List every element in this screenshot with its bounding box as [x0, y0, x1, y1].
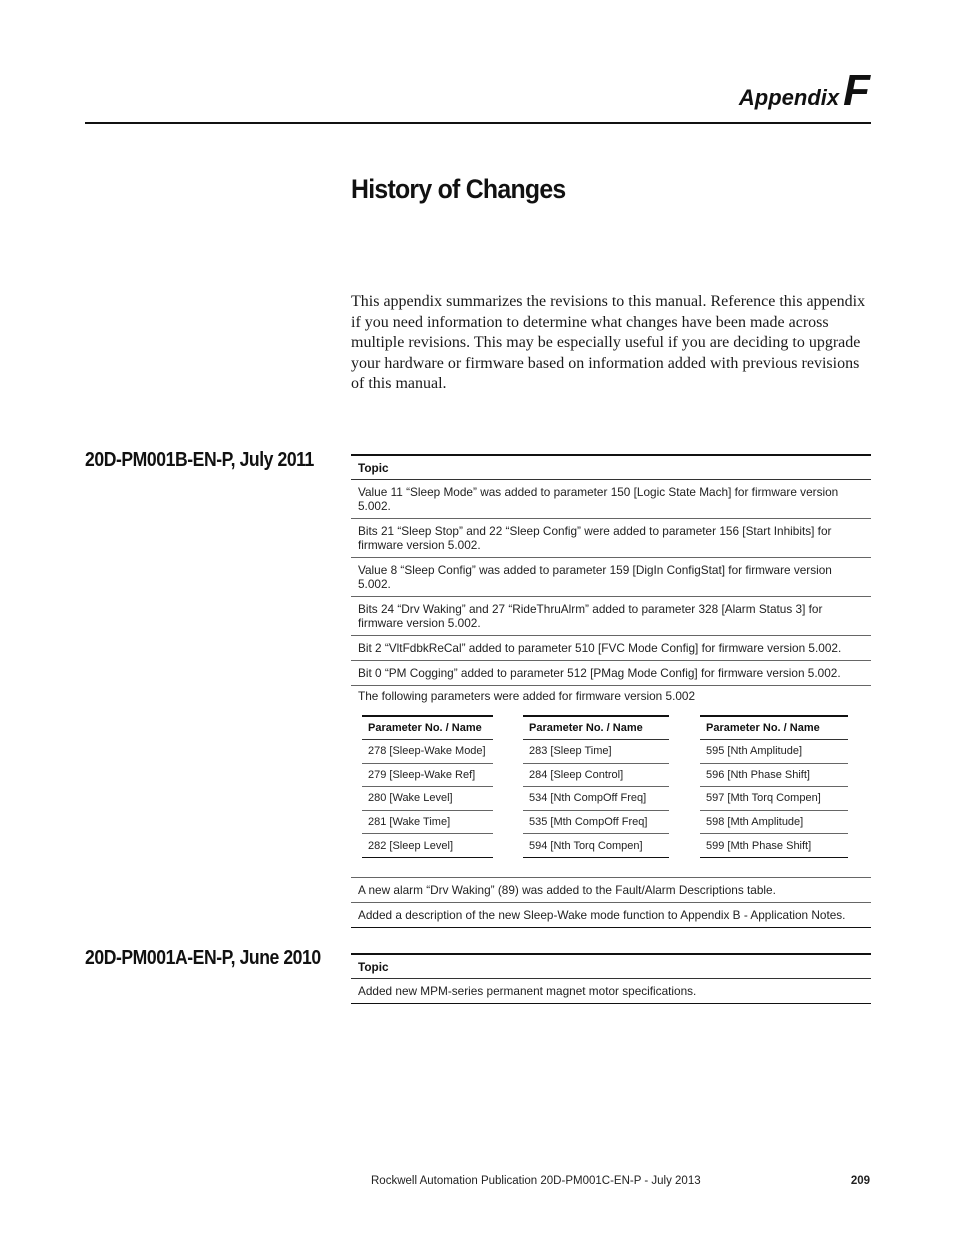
topic-row: Bits 24 “Drv Waking” and 27 “RideThruAlrm” added to parameter 328 [Alarm Status 3] for firmware version 5.002.	[351, 597, 871, 636]
topic-table-july-2011	[351, 454, 871, 928]
appendix-letter: F	[843, 66, 870, 115]
parameter-item: 598 [Mth Amplitude]	[700, 811, 848, 835]
topic-header: Topic	[351, 955, 871, 979]
section-heading-june-2010: 20D-PM001A-EN-P, June 2010	[85, 947, 321, 969]
topic-row: A new alarm “Drv Waking” (89) was added to the Fault/Alarm Descriptions table.	[351, 878, 871, 903]
parameter-item: 594 [Nth Torq Compen]	[529, 839, 643, 852]
topic-row: Bit 2 “VltFdbkReCal” added to parameter 510 [FVC Mode Config] for firmware version 5.002.	[351, 636, 871, 661]
topic-header: Topic	[351, 456, 871, 480]
parameter-item: 280 [Wake Level]	[362, 787, 493, 811]
parameter-item: 279 [Sleep-Wake Ref]	[362, 764, 493, 788]
parameter-item: 595 [Nth Amplitude]	[700, 740, 848, 764]
footer-publication: Rockwell Automation Publication 20D-PM001C-EN-P - July 2013	[371, 1175, 701, 1187]
topic-row: Bits 21 “Sleep Stop” and 22 “Sleep Config” were added to parameter 156 [Start Inhibits] for firmware version 5.002.	[351, 519, 871, 558]
topic-row: Bit 0 “PM Cogging” added to parameter 512 [PMag Mode Config] for firmware version 5.002.	[351, 661, 871, 686]
parameter-table	[362, 715, 493, 858]
topic-table-june-2010	[351, 953, 871, 1004]
parameter-item: 535 [Mth CompOff Freq]	[523, 811, 669, 835]
parameter-item: 278 [Sleep-Wake Mode]	[362, 740, 493, 764]
parameter-table	[523, 715, 669, 858]
parameter-item: 596 [Nth Phase Shift]	[700, 764, 848, 788]
parameter-table	[700, 715, 848, 858]
parameter-column-header: Parameter No. / Name	[362, 717, 493, 740]
topic-row: Value 11 “Sleep Mode” was added to parameter 150 [Logic State Mach] for firmware version 5.002.	[351, 480, 871, 519]
page-title: History of Changes	[351, 174, 566, 204]
parameter-column-header: Parameter No. / Name	[523, 717, 669, 740]
section-heading-july-2011: 20D-PM001B-EN-P, July 2011	[85, 449, 314, 471]
parameter-item: 599 [Mth Phase Shift]	[706, 839, 812, 852]
parameter-item: 283 [Sleep Time]	[523, 740, 669, 764]
parameters-added-row	[351, 686, 871, 878]
header-rule	[85, 122, 871, 124]
parameter-item: 282 [Sleep Level]	[368, 839, 454, 852]
parameter-item: 534 [Nth CompOff Freq]	[523, 787, 669, 811]
parameter-item: 284 [Sleep Control]	[523, 764, 669, 788]
parameter-item: 597 [Mth Torq Compen]	[700, 787, 848, 811]
intro-paragraph: This appendix summarizes the revisions to this manual. Reference this appendix if you need information to determine what changes have been made across multiple revisions. This may be especially useful if you are deciding to upgrade your hardware or firmware based on information added with previous revisions of this manual.	[351, 293, 866, 393]
appendix-word: Appendix	[738, 85, 840, 110]
parameter-grid	[358, 705, 865, 861]
topic-row: Added a description of the new Sleep-Wake mode function to Appendix B - Application Notes.	[358, 908, 846, 922]
appendix-header	[739, 66, 870, 116]
topic-row: Added new MPM-series permanent magnet motor specifications.	[358, 984, 697, 998]
topic-row: Value 8 “Sleep Config” was added to parameter 159 [DigIn ConfigStat] for firmware version 5.002.	[351, 558, 871, 597]
parameters-intro: The following parameters were added for firmware version 5.002	[358, 689, 696, 703]
parameter-column-header: Parameter No. / Name	[700, 717, 848, 740]
parameter-item: 281 [Wake Time]	[362, 811, 493, 835]
page-number: 209	[850, 1175, 870, 1187]
